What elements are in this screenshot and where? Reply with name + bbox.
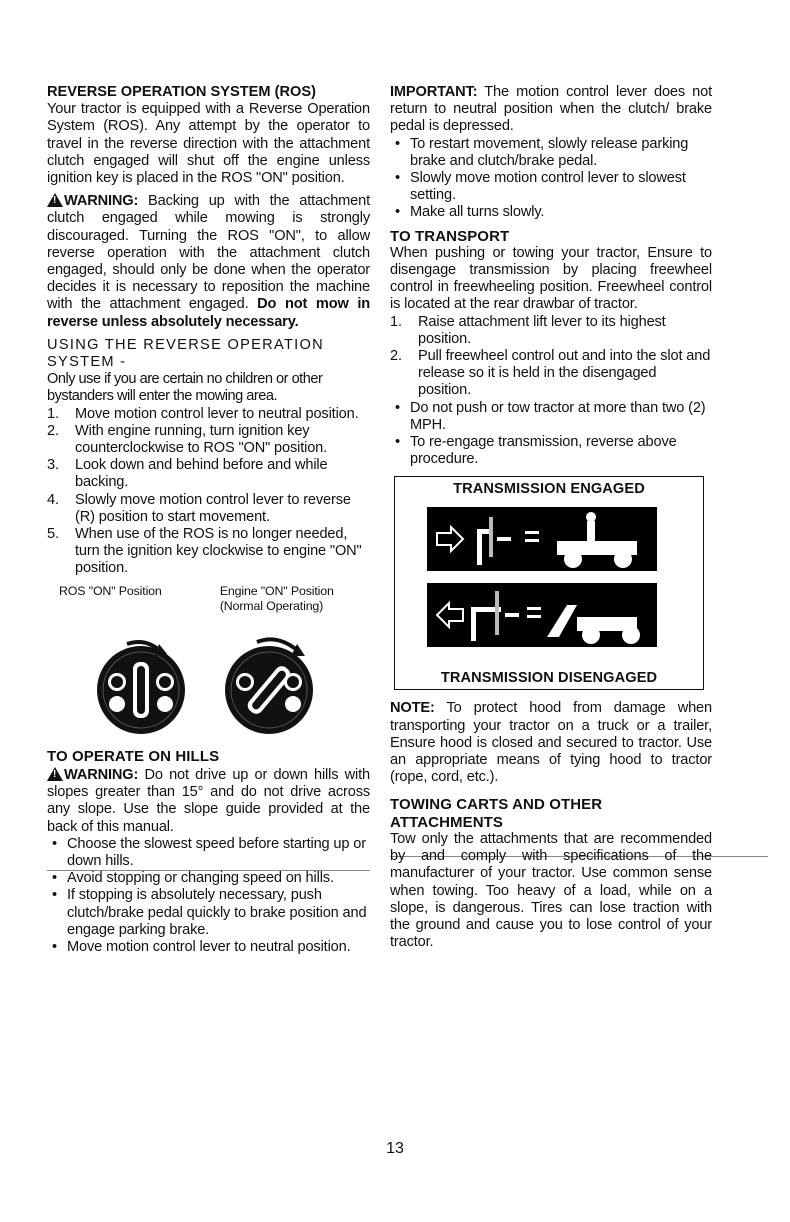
list-item: [47, 423, 370, 457]
list-item: [390, 400, 712, 434]
engine-on-caption: [200, 584, 370, 614]
ignition-engine-on-icon: [217, 634, 321, 738]
step-text: With engine running, turn ignition key counterclockwise to ROS "ON" position.: [75, 422, 328, 457]
note-label: NOTE:: [390, 700, 435, 717]
step-number: 5.: [47, 526, 59, 543]
bullet-text: To re-engage transmission, reverse above procedure.: [410, 434, 677, 468]
transport-heading: TO TRANSPORT: [390, 227, 510, 245]
list-item: [390, 170, 712, 204]
list-item: [47, 836, 370, 870]
right-column: [390, 84, 712, 951]
bullet-text: If stopping is absolutely necessary, push clutch/brake pedal quickly to brake position and engage parking brake.: [67, 887, 367, 938]
list-item: [390, 314, 712, 348]
transmission-disengaged-label: TRANSMISSION DISENGAGED: [440, 670, 658, 687]
bullet-icon: •: [395, 204, 400, 221]
bullet-text: Move motion control lever to neutral position.: [67, 938, 351, 955]
ignition-key-figure: [47, 622, 370, 740]
transmission-engaged-icon: [427, 507, 657, 571]
bullet-icon: •: [395, 399, 400, 416]
using-ros-heading: USING THE REVERSE OPERATION SYSTEM -: [47, 336, 325, 371]
step-number: 3.: [47, 457, 59, 474]
step-number: 1.: [390, 313, 402, 330]
section-divider: [47, 870, 370, 871]
bullet-text: Choose the slowest speed before starting up or down hills.: [67, 835, 366, 869]
list-item: [47, 939, 370, 956]
warning-label: WARNING:: [64, 193, 139, 210]
engine-on-caption-line1: Engine "ON" Position: [219, 583, 334, 598]
list-item: [390, 348, 712, 400]
bullet-text: Avoid stopping or changing speed on hills.: [67, 870, 334, 887]
list-item: [47, 406, 370, 423]
bullet-icon: •: [395, 135, 400, 152]
bullet-text: To restart movement, slowly release parking brake and clutch/brake pedal.: [410, 135, 689, 169]
bullet-icon: •: [52, 887, 57, 904]
bullet-icon: •: [395, 434, 400, 451]
note-paragraph: [390, 700, 712, 786]
step-text: Pull freewheel control out and into the slot and release so it is held in the disengaged position.: [418, 348, 711, 399]
transmission-figure: [394, 476, 704, 690]
warning-text: Backing up with the attachment clutch engaged while mowing is strongly discouraged. Turning the ROS "ON", to allow reverse operation with the attachment clutch engaged, should only be done when the operator decides it is necessary to reposition the machine with the attachment engaged.: [47, 193, 371, 313]
transport-paragraph: When pushing or towing your tractor, Ensure to disengage transmission by placing freewheel control in freewheeling position. Freewheel control is located at the rear drawbar of tractor.: [390, 244, 712, 313]
hills-heading: TO OPERATE ON HILLS: [47, 747, 220, 765]
hills-warning: [47, 765, 370, 836]
ros-paragraph: Your tractor is equipped with a Reverse Operation System (ROS). Any attempt by the operator to travel in the reverse direction with the attachment clutch engaged will shut off the engine unless ignition key is placed in the ROS "ON" position.: [47, 101, 370, 187]
ros-heading: REVERSE OPERATION SYSTEM (ROS): [47, 84, 316, 100]
list-item: [390, 434, 712, 468]
ros-warning: [47, 191, 370, 331]
list-item: [47, 887, 370, 939]
warning-text: Do not drive up or down hills with slopes greater than 15° and do not drive across any slope. Use the slope guide provided at the back of this manual.: [47, 766, 371, 835]
step-number: 2.: [390, 348, 402, 365]
step-number: 4.: [47, 491, 59, 508]
step-text: Move motion control lever to neutral position.: [75, 405, 359, 422]
note-text: To protect hood from damage when transporting your tractor on a truck or a trailer, Ensure hood is closed and secured to tractor. Use an appropriate means of tying hood to tractor (rope, cord, etc.).: [390, 700, 712, 786]
warning-triangle-icon: [47, 193, 63, 207]
bullet-icon: •: [52, 938, 57, 955]
transmission-disengaged-icon: [427, 583, 657, 647]
towing-heading: TOWING CARTS AND OTHER ATTACHMENTS: [390, 796, 603, 831]
important-text: The motion control lever does not return to neutral position when the clutch/ brake pedal is depressed.: [390, 84, 712, 135]
step-text: Look down and behind before and while backing.: [75, 457, 328, 491]
ros-steps-list: [47, 406, 370, 578]
important-label: IMPORTANT:: [390, 84, 478, 100]
list-item: [47, 492, 370, 526]
ros-on-caption: ROS "ON" Position: [59, 583, 162, 598]
warning-label: WARNING:: [64, 766, 139, 783]
important-note: [390, 84, 712, 136]
list-item: [47, 457, 370, 491]
transport-bullets: [390, 400, 712, 469]
step-number: 1.: [47, 405, 59, 422]
towing-paragraph: Tow only the attachments that are recommended by and comply with specifications of the manufacturer of your tractor. Use common sense when towing. Too heavy of a load, while on a slope, is dangerous. Tires can lose traction with the ground and cause you to lose control of your tractor.: [390, 830, 712, 951]
using-ros-intro: Only use if you are certain no children or other bystanders will enter the mowing area.: [47, 371, 323, 405]
step-number: 2.: [47, 422, 59, 439]
list-item: [47, 526, 370, 578]
bullet-icon: •: [52, 870, 57, 887]
engine-on-caption-line2: (Normal Operating): [219, 598, 324, 613]
bullet-icon: •: [395, 170, 400, 187]
hills-bullets: [47, 836, 370, 956]
left-column: [47, 84, 370, 956]
step-text: Slowly move motion control lever to reverse (R) position to start movement.: [75, 491, 351, 525]
ignition-figure-captions: [47, 584, 370, 614]
list-item: [390, 204, 712, 221]
bullet-icon: •: [52, 835, 57, 852]
important-bullets: [390, 136, 712, 222]
transmission-engaged-label: TRANSMISSION ENGAGED: [453, 481, 645, 498]
ignition-ros-on-icon: [89, 634, 193, 738]
list-item: [390, 136, 712, 170]
transport-steps: [390, 314, 712, 400]
page-number: 13: [386, 1140, 404, 1157]
bullet-text: Slowly move motion control lever to slowest setting.: [410, 170, 686, 204]
list-item: [47, 870, 370, 887]
step-text: When use of the ROS is no longer needed, turn the ignition key clockwise to engine "ON" position.: [75, 526, 362, 577]
warning-triangle-icon: [47, 767, 63, 781]
warning-bold-text: Do not mow in reverse unless absolutely necessary.: [47, 296, 370, 330]
bullet-text: Do not push or tow tractor at more than two (2) MPH.: [410, 399, 706, 433]
step-text: Raise attachment lift lever to its highest position.: [418, 313, 666, 347]
bullet-text: Make all turns slowly.: [410, 204, 545, 221]
